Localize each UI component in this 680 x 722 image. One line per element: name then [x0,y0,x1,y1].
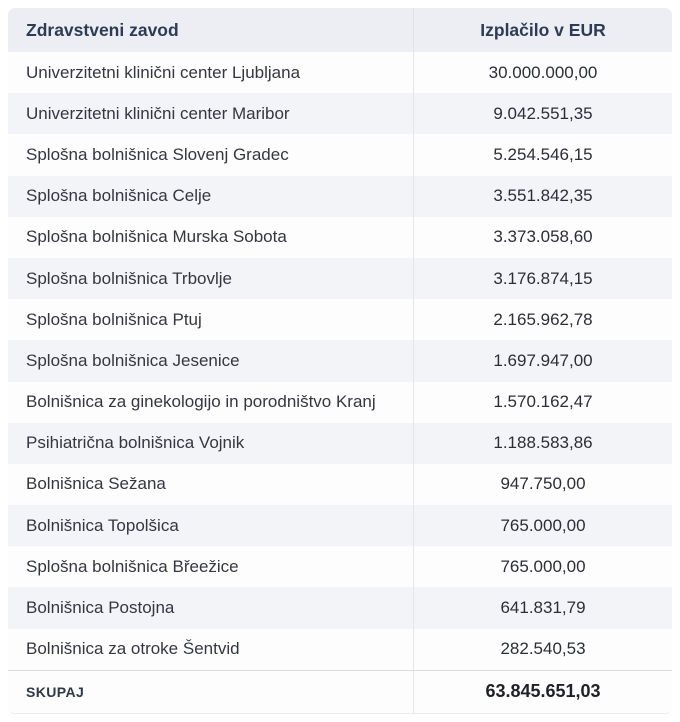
table-row [8,93,672,134]
institution-name: Splošna bolnišnica Celje [26,186,212,206]
table-row [8,464,672,505]
payout-amount: 5.254.546,15 [413,134,672,175]
payout-amount: 1.570.162,47 [413,382,672,423]
payout-amount: 30.000.000,00 [413,52,672,93]
header-amount: Izplačilo v EUR [413,8,672,52]
payout-amount: 1.697.947,00 [413,340,672,381]
table-row [8,546,672,587]
table-footer-row [8,670,672,713]
institution-name: Splošna bolnišnica Murska Sobota [26,227,287,247]
table-row [8,176,672,217]
table-row [8,217,672,258]
institution-name: Splošna bolnišnica Břeežice [26,556,239,576]
footer-total-label: SKUPAJ [26,683,85,700]
institution-name: Bolnišnica Topolšica [26,515,179,535]
payout-amount: 765.000,00 [413,546,672,587]
institution-name: Bolnišnica Sežana [26,474,166,494]
footer-total-value: 63.845.651,03 [413,671,672,713]
table-row [8,340,672,381]
payout-amount: 3.373.058,60 [413,217,672,258]
payout-amount: 3.551.842,35 [413,176,672,217]
table-row [8,382,672,423]
payout-amount: 2.165.962,78 [413,299,672,340]
payout-amount: 947.750,00 [413,464,672,505]
payout-amount: 9.042.551,35 [413,93,672,134]
table-row [8,299,672,340]
institution-name: Splošna bolnišnica Ptuj [26,309,202,329]
institution-name: Splošna bolnišnica Slovenj Gradec [26,144,289,164]
payout-amount: 3.176.874,15 [413,258,672,299]
table-row [8,423,672,464]
institution-name: Univerzitetni klinični center Ljubljana [26,62,301,82]
institution-name: Univerzitetni klinični center Maribor [26,103,290,123]
payout-amount: 282.540,53 [413,629,672,670]
table-row [8,629,672,670]
table-row [8,587,672,628]
header-institution: Zdravstveni zavod [26,19,179,40]
table-row [8,52,672,93]
institution-name: Splošna bolnišnica Trbovlje [26,268,233,288]
table-row [8,258,672,299]
table-row [8,505,672,546]
institution-name: Bolnišnica za ginekologijo in porodništvo Kranj [26,392,376,412]
institution-name: Bolnišnica Postojna [26,598,175,618]
institution-name: Splošna bolnišnica Jesenice [26,350,240,370]
institution-name: Bolnišnica za otroke Šentvid [26,639,240,659]
payout-amount: 1.188.583,86 [413,423,672,464]
payout-amount: 641.831,79 [413,587,672,628]
payout-table [8,8,672,714]
payout-amount: 765.000,00 [413,505,672,546]
table-row [8,134,672,175]
table-header-row [8,8,672,52]
institution-name: Psihiatrična bolnišnica Vojnik [26,433,245,453]
table-body [8,52,672,670]
